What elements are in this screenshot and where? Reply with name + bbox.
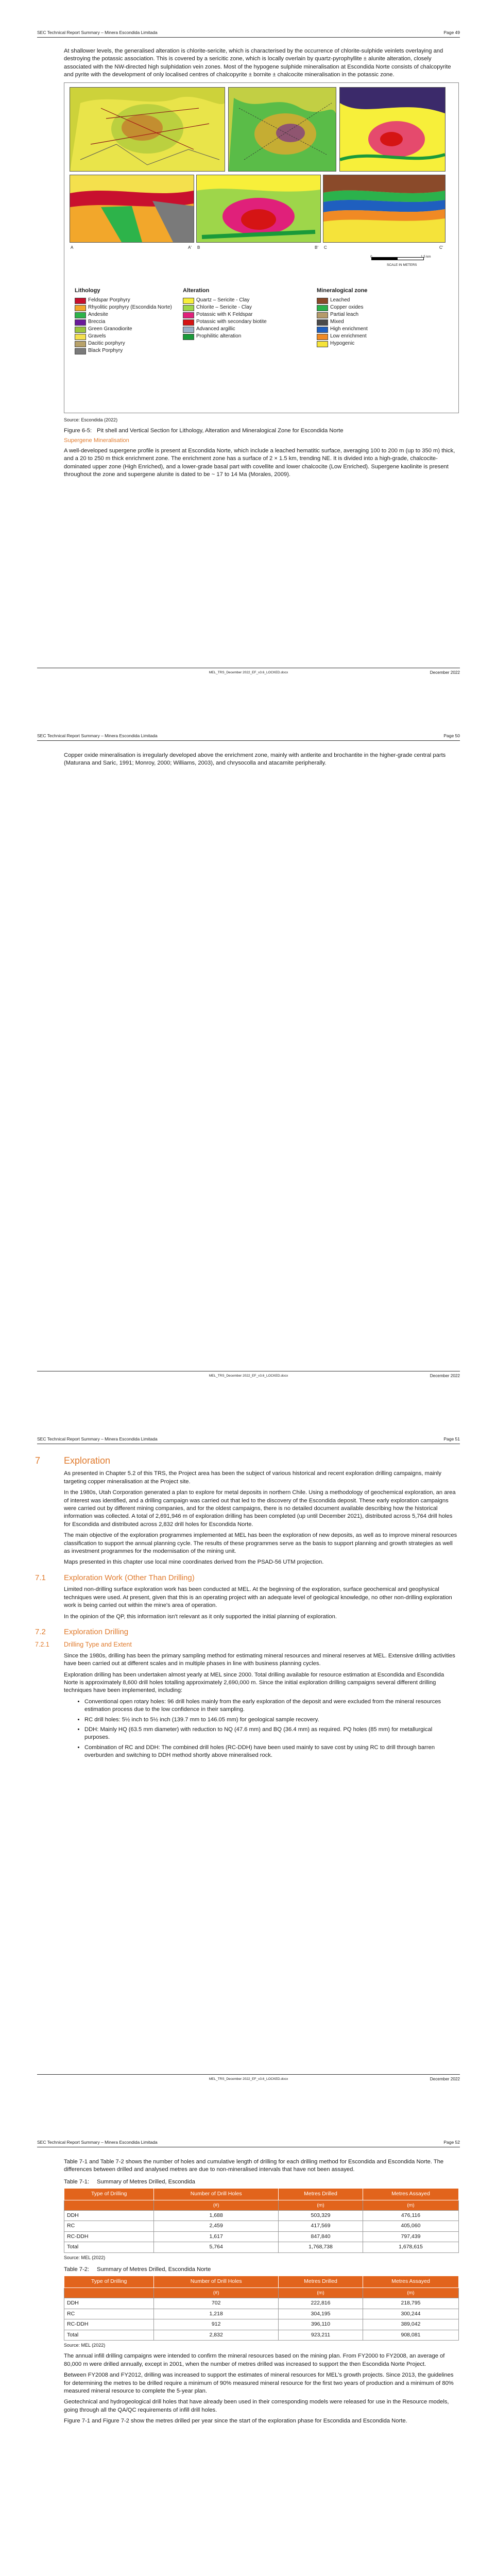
paragraph: As presented in Chapter 5.2 of this TRS, the Project area has been the subject of various historical and recent exploration drilling campaigns, mainly targeting copper mineralisation at the Project site. (64, 1470, 441, 1485)
figure-source: Source: Escondida (2022) (64, 417, 118, 422)
legend-swatch (75, 305, 86, 311)
page-number: Page 51 (443, 1436, 460, 1442)
table-caption (64, 2266, 459, 2274)
legend-item (183, 297, 306, 304)
table-cell: 2,832 (154, 2330, 279, 2340)
heading-text: Exploration Drilling (64, 1627, 129, 1636)
legend-swatch (75, 334, 86, 340)
paragraph: Since the 1980s, drilling has been the primary sampling method for estimating mineral resources and mineral reserves at MEL. Extensive drilling activities have been carried out at different scales and in multiple phases in line with business planning cycles. (64, 1652, 455, 1667)
footer-date: December 2022 (430, 670, 460, 675)
table-row (64, 2330, 459, 2340)
table-caption (64, 2178, 459, 2186)
table-unit: (m) (279, 2287, 363, 2298)
legend-label: Prophilitic alteration (196, 333, 242, 340)
legend-label: Partial leach (330, 312, 359, 318)
legend-lithology (75, 287, 178, 354)
legend-item (317, 297, 430, 304)
legend-swatch (317, 334, 328, 340)
legend-swatch (183, 312, 194, 318)
heading-text: Exploration (64, 1455, 111, 1466)
legend-label: Chlorite – Sericite - Clay (196, 304, 252, 311)
page-header (37, 30, 460, 38)
list-item: • Combination of RC and DDH: The combined drill holes (RC-DDH) have been used mainly to save cost by using RC to drill through barren overburden and switching to DDH method shortly above mineralised rock. (84, 1744, 459, 1760)
legend-label: Black Porphyry (88, 348, 123, 354)
page-body (35, 1450, 459, 1763)
header-title: SEC Technical Report Summary – Minera Escondida Limitada (37, 1436, 158, 1442)
paragraph: Copper oxide mineralisation is irregularly developed above the enrichment zone, mainly with antlerite and brochantite in the higher-grade central parts (Maturana and Saric, 1991; Monroy, 2000; Williams, 2003), and chrysocolla and atacamite peripherally. (64, 752, 446, 767)
paragraph: Exploration drilling has been undertaken almost yearly at MEL since 2000. Total drilling available for resource estimation at Escondida and Escondida Norte is approximately 8,600 drill holes totalling approximately 2,690,000 m. Since the initial exploration drilling campaigns several different drilling techniques have been implemented, including: (64, 1671, 444, 1694)
table-row (64, 2319, 459, 2330)
scale-zero: 0 (370, 255, 372, 259)
page-body (64, 2158, 459, 2429)
legend-label: Quartz – Sericite - Clay (196, 297, 250, 303)
paragraph: The annual infill drilling campaigns were intended to confirm the mineral resources based on the mining plan. From FY2000 to FY2008, an average of 80,000 m were drilled annually, except in 2001, when the number of metres drilled was increased to support the then Escondida Norte Project. (64, 2353, 445, 2367)
table-cell: 908,081 (363, 2330, 458, 2340)
legend-item (183, 318, 306, 326)
section-label: B (197, 245, 200, 250)
legend-item (317, 318, 430, 326)
scale-bar (371, 253, 433, 268)
legend-label: Rhyolitic porphyry (Escondida Norte) (88, 304, 172, 311)
table-source: Source: MEL (2022) (64, 2255, 106, 2260)
legend-label: Copper oxides (330, 304, 364, 311)
legend-swatch (75, 348, 86, 354)
caption-number: Figure 6-5: (64, 428, 92, 434)
header-title: SEC Technical Report Summary – Minera Escondida Limitada (37, 733, 158, 738)
section-c (323, 175, 445, 243)
legend-label: Potassic with K Feldspar (196, 312, 253, 318)
table-cell: 417,569 (279, 2221, 363, 2231)
table-row (64, 2221, 459, 2231)
table-cell: 702 (154, 2298, 279, 2309)
figure-caption (64, 427, 459, 435)
table-escondida (64, 2188, 459, 2252)
legend-alteration (183, 287, 306, 340)
list-item: • Conventional open rotary holes: 96 drill holes mainly from the early exploration of the deposit and were excluded from the mineral resources estimation process due to the low confidence in their sampling. (84, 1698, 459, 1714)
table-row (64, 2298, 459, 2309)
scale-text: SCALE IN METERS (387, 263, 417, 267)
paragraph: Table 7-1 and Table 7-2 shows the number of holes and cumulative length of drilling for each drilling method for Escondida and Escondida Norte. The differences between drilled and analysed metres are due to non-mineralised intervals that have not been assayed. (64, 2159, 444, 2173)
section-label: A' (188, 245, 192, 250)
table-cell: 923,211 (279, 2330, 363, 2340)
table-cell: 218,795 (363, 2298, 458, 2309)
legend-item (75, 297, 178, 304)
legend-label: Advanced argillic (196, 326, 235, 332)
page-50 (0, 703, 497, 1406)
heading-exploration-drilling (35, 1627, 459, 1636)
table-unit (64, 2200, 154, 2210)
table-header: Metres Assayed (363, 2276, 458, 2287)
section-label: C' (439, 245, 443, 250)
table-header: Metres Drilled (279, 2276, 363, 2287)
legend-item (75, 347, 178, 354)
table-cell: 405,060 (363, 2221, 458, 2231)
table-unit: (m) (279, 2200, 363, 2210)
table-header: Number of Drill Holes (154, 2189, 279, 2200)
legend-swatch (183, 319, 194, 326)
legend-mineral (317, 287, 430, 347)
alteration-map (339, 87, 445, 172)
table-cell: DDH (64, 2211, 154, 2221)
legend-label: Potassic with secondary biotite (196, 319, 267, 325)
legend-item (317, 311, 430, 318)
table-cell: 476,116 (363, 2211, 458, 2221)
legend-item (75, 340, 178, 347)
table-row (64, 2231, 459, 2242)
legend-label: Mixed (330, 319, 344, 325)
legend-item (75, 333, 178, 340)
legend-title: Lithology (75, 287, 100, 294)
footer-filename: MEL_TRS_December 2022_EF_v3.6_LOCKED.docx (209, 1374, 288, 1378)
section-a-drawing (70, 175, 194, 242)
section-label: A (71, 245, 74, 250)
page-number: Page 50 (443, 733, 460, 738)
page-number: Page 49 (443, 30, 460, 35)
plan-view-drawing (229, 88, 336, 171)
table-title: Summary of Metres Drilled, Escondida (97, 2178, 195, 2185)
page-header (37, 733, 460, 741)
footer-date: December 2022 (430, 2077, 460, 2081)
legend-swatch (317, 305, 328, 311)
table-title: Summary of Metres Drilled, Escondida Norte (97, 2266, 211, 2273)
legend-item (75, 304, 178, 311)
heading-number: 7 (35, 1455, 41, 1466)
paragraph: A well-developed supergene profile is present at Escondida Norte, which include a leached hematitic surface, averaging 100 to 200 m (up to 350 m) thick, and a 20 to 250 m thick enrichment zone. The enrichment zone has a surface of 2 × 1.5 km, trending NE. It is divided into a high-grade, chalcocite-dominated upper zone (High Enriched), and a lower-grade basal part with covellite and lower chalcocite (Low Enriched). Supergene kaolinite is present throughout the zone and supergene alunite is dated to be ~ 17 to 14 Ma (Morales, 2009). (64, 447, 455, 478)
page-body (64, 47, 459, 482)
table-unit: (m) (363, 2287, 458, 2298)
table-cell: 847,840 (279, 2231, 363, 2242)
paragraph: Between FY2008 and FY2012, drilling was increased to support the estimates of mineral resources for MEL's growth projects. Since 2013, the guidelines for determining the metres to be drilled require a minimum of 90% measured mineral resource for the first two years of production and a minimum of 80% measured mineral resource to complete the 5-year plan. (64, 2372, 454, 2394)
legend-item (183, 333, 306, 340)
paragraph: Geotechnical and hydrogeological drill holes that have already been used in their corresponding models were released for use in the Resource models, going through all the QA/QC requirements of infill drill holes. (64, 2399, 449, 2413)
table-cell: 1,688 (154, 2211, 279, 2221)
legend-label: High enrichment (330, 326, 368, 332)
paragraph: At shallower levels, the generalised alteration is chlorite-sericite, which is characterised by the occurrence of chlorite-sulphide veinlets overlaying and destroying the potassic association. This is covered by a sericitic zone, which is locally overlain by quartz-pyrophyllite ± alunite alteration, closely associated with the NW-directed high sulphidation vein zones. Most of the hypogene sulphide mineralisation at Escondida Norte consists of chalcopyrite and pyrite with the development of only localised centres of chalcopyrite ± bornite ± chalcocite mineralisation in the potassic zone. (64, 48, 451, 78)
legend-label: Leached (330, 297, 350, 303)
caption-text: Pit shell and Vertical Section for Lithology, Alteration and Mineralogical Zone for Escondida Norte (97, 428, 344, 434)
table-header: Type of Drilling (64, 2276, 154, 2287)
page-header (37, 1436, 460, 1444)
legend-label: Hypogenic (330, 341, 355, 347)
paragraph: Figure 7-1 and Figure 7-2 show the metres drilled per year since the start of the exploration phase for Escondida and Escondida Norte. (64, 2418, 407, 2425)
paragraph: Limited non-drilling surface exploration work has been conducted at MEL. At the beginning of the exploration, surface geochemical and geophysical techniques were used. At present, given that this is an operating project with an adequate level of geological knowledge, no other non-drilling exploration work is being carried out within the mine's area of operation. (64, 1586, 452, 1609)
table-unit (64, 2287, 154, 2298)
table-escondida-norte (64, 2276, 459, 2340)
page-52 (0, 2110, 497, 2576)
table-unit: (m) (363, 2200, 458, 2210)
table-cell: 1,678,615 (363, 2242, 458, 2252)
section-b (196, 175, 321, 243)
page-footer (37, 668, 460, 677)
legend-swatch (317, 298, 328, 304)
section-c-drawing (323, 175, 445, 242)
section-label: B' (315, 245, 318, 250)
header-title: SEC Technical Report Summary – Minera Escondida Limitada (37, 30, 158, 35)
footer-date: December 2022 (430, 1374, 460, 1378)
legend-swatch (317, 312, 328, 318)
legend-swatch (75, 319, 86, 326)
table-cell: RC (64, 2221, 154, 2231)
table-cell: 389,042 (363, 2319, 458, 2330)
paragraph: The main objective of the exploration programmes implemented at MEL has been the exploration of new deposits, as well as to improve mineral resources classification to support the annual planning cycle. The results of these programmes serve as the basis to support planning and growth strategies as well as investment programmes for the modernisation of the mining unit. (64, 1532, 457, 1555)
legend-title: Mineralogical zone (317, 287, 368, 294)
drilling-techniques-list (64, 1698, 459, 1760)
table-header: Type of Drilling (64, 2189, 154, 2200)
table-cell: 1,218 (154, 2309, 279, 2319)
legend-item (75, 326, 178, 333)
table-cell: 1,768,738 (279, 2242, 363, 2252)
figure-6-5 (64, 82, 459, 413)
table-number: Table 7-2: (64, 2266, 90, 2273)
section-a (70, 175, 194, 243)
table-header: Metres Assayed (363, 2189, 458, 2200)
table-header: Number of Drill Holes (154, 2276, 279, 2287)
legend-item (317, 326, 430, 333)
table-row (64, 2211, 459, 2221)
heading-number: 7.2 (35, 1627, 46, 1636)
table-cell: 222,816 (279, 2298, 363, 2309)
table-row (64, 2309, 459, 2319)
footer-filename: MEL_TRS_December 2022_EF_v3.6_LOCKED.docx (209, 2077, 288, 2081)
table-source: Source: MEL (2022) (64, 2342, 106, 2348)
plan-view-map (228, 87, 336, 172)
table-cell: RC (64, 2309, 154, 2319)
heading-exploration-work (35, 1573, 459, 1582)
page-footer (37, 1371, 460, 1381)
heading-drilling-type (35, 1641, 459, 1649)
table-cell: 304,195 (279, 2309, 363, 2319)
page-number: Page 52 (443, 2140, 460, 2145)
legend-label: Low enrichment (330, 333, 367, 340)
table-header: Metres Drilled (279, 2189, 363, 2200)
legend-item (317, 333, 430, 340)
legend-swatch (317, 327, 328, 333)
legend-swatch (317, 319, 328, 326)
paragraph: Maps presented in this chapter use local mine coordinates derived from the PSAD-56 UTM projection. (64, 1559, 324, 1566)
subheading: Supergene Mineralisation (64, 437, 129, 444)
legend-label: Gravels (88, 333, 106, 340)
table-unit: (#) (154, 2200, 279, 2210)
legend-item (317, 340, 430, 347)
legend-label: Andesite (88, 312, 108, 318)
table-cell: 300,244 (363, 2309, 458, 2319)
legend-swatch (183, 327, 194, 333)
header-title: SEC Technical Report Summary – Minera Escondida Limitada (37, 2140, 158, 2145)
table-cell: Total (64, 2242, 154, 2252)
legend-swatch (75, 341, 86, 347)
table-cell: 5,764 (154, 2242, 279, 2252)
paragraph: In the opinion of the QP, this information isn't relevant as it only supported the initial planning of exploration. (64, 1613, 337, 1620)
figure-legend (75, 287, 450, 406)
legend-swatch (183, 298, 194, 304)
page-49 (0, 0, 497, 703)
legend-label: Breccia (88, 319, 106, 325)
table-cell: RC-DDH (64, 2231, 154, 2242)
table-cell: DDH (64, 2298, 154, 2309)
table-cell: 503,329 (279, 2211, 363, 2221)
legend-item (317, 304, 430, 311)
section-label: C (324, 245, 327, 250)
heading-number: 7.2.1 (35, 1641, 49, 1649)
table-cell: Total (64, 2330, 154, 2340)
scale-max: 1.5 km (421, 255, 431, 259)
table-cell: 797,439 (363, 2231, 458, 2242)
legend-item (183, 311, 306, 318)
page-51 (0, 1406, 497, 2110)
table-row (64, 2242, 459, 2252)
footer-filename: MEL_TRS_December 2022_EF_v3.6_LOCKED.docx (209, 671, 288, 674)
legend-item (75, 318, 178, 326)
heading-exploration (35, 1455, 459, 1466)
heading-text: Drilling Type and Extent (64, 1641, 132, 1649)
table-cell: 912 (154, 2319, 279, 2330)
table-cell: 2,459 (154, 2221, 279, 2231)
legend-label: Feldspar Porphyry (88, 297, 130, 303)
heading-number: 7.1 (35, 1573, 46, 1582)
list-item: • RC drill holes: 5½ inch to 5½ inch (139.7 mm to 146.05 mm) for geological sample recovery. (84, 1716, 459, 1724)
table-number: Table 7-1: (64, 2178, 90, 2185)
legend-swatch (183, 305, 194, 311)
page-header (37, 2140, 460, 2147)
legend-swatch (75, 327, 86, 333)
legend-swatch (75, 298, 86, 304)
pit-shell-map (70, 87, 225, 172)
legend-label: Dacitic porphyry (88, 341, 125, 347)
table-unit: (#) (154, 2287, 279, 2298)
table-cell: 1,617 (154, 2231, 279, 2242)
scale-bar-graphic (371, 257, 424, 260)
table-cell: 396,110 (279, 2319, 363, 2330)
legend-swatch (75, 312, 86, 318)
page-body (64, 752, 459, 771)
pit-shell-drawing (70, 88, 225, 171)
legend-item (75, 311, 178, 318)
heading-text: Exploration Work (Other Than Drilling) (64, 1573, 195, 1582)
paragraph: In the 1980s, Utah Corporation generated a plan to explore for metal deposits in northern Chile. Using a methodology of geochemical exploration, an area of interest was identified, and a drilling campaign was carried out that led to the discovery of the Escondida deposit. These early exploration campaigns were carried out by different mining companies, and for the oldest campaigns, there is no detailed document available describing how the historical information was collected. A total of 2,691,946 m of exploration drilling has been completed (up until December 2021), distributed across 5,764 drill holes for Escondida and distributed across 2,832 drill holes for Escondida Norte. (64, 1489, 456, 1528)
legend-label: Green Granodiorite (88, 326, 132, 332)
table-cell: RC-DDH (64, 2319, 154, 2330)
section-b-drawing (197, 175, 320, 242)
legend-item (183, 304, 306, 311)
page-footer (37, 2074, 460, 2084)
alteration-drawing (340, 88, 445, 171)
legend-swatch (183, 334, 194, 340)
legend-title: Alteration (183, 287, 210, 294)
legend-item (183, 326, 306, 333)
legend-swatch (317, 341, 328, 347)
list-item: • DDH: Mainly HQ (63.5 mm diameter) with reduction to NQ (47.6 mm) and BQ (36.4 mm) as required. PQ holes (85 mm) for metallurgical purposes. (84, 1726, 459, 1742)
